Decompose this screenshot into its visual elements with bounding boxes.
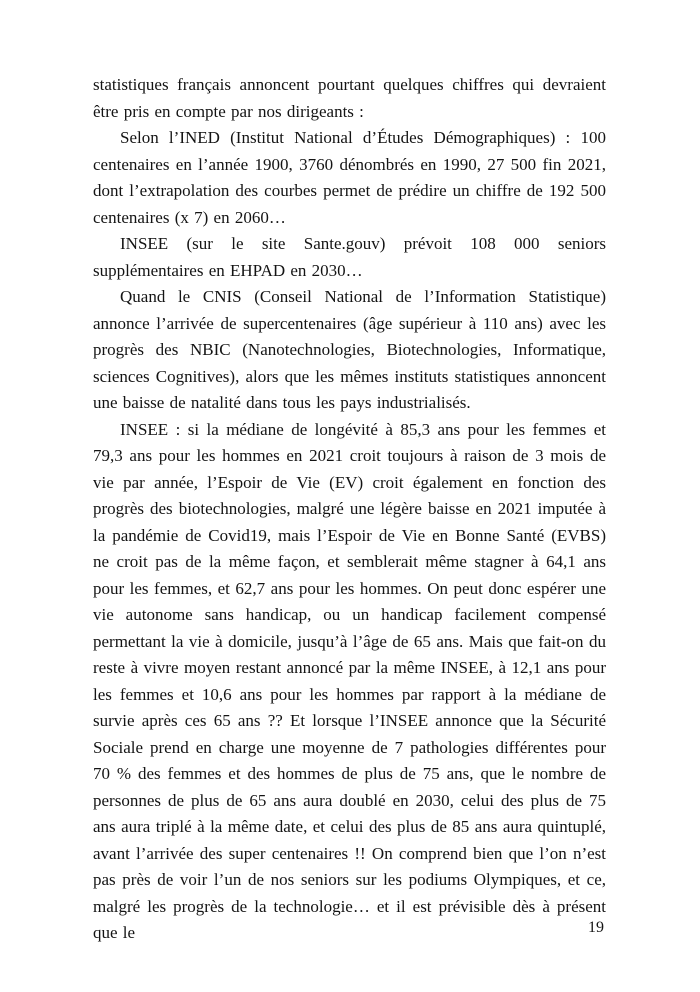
paragraph: statistiques français annoncent pourtant quelques chiffres qui devraient être pris en compte par nos dirigeants :	[93, 75, 606, 121]
page-number: 19	[588, 919, 604, 936]
page-body	[93, 72, 606, 947]
paragraph: Selon l’INED (Institut National d’Études Démographiques) : 100 centenaires en l’année 1900, 3760 dénombrés en 1990, 27 500 fin 2021, dont l’extrapolation des courbes permet de prédire un chiffre de 192 500 centenaires (x 7) en 2060…	[93, 128, 606, 227]
paragraph: INSEE (sur le site Sante.gouv) prévoit 108 000 seniors supplémentaires en EHPAD en 2030…	[93, 234, 606, 280]
paragraph: INSEE : si la médiane de longévité à 85,3 ans pour les femmes et 79,3 ans pour les hommes en 2021 croit toujours à raison de 3 mois de vie par année, l’Espoir de Vie (EV) croit également en fonction des progrès des biotechnologies, malgré une légère baisse en 2021 imputée à la pandémie de Covid19, mais l’Espoir de Vie en Bonne Santé (EVBS) ne croit pas de la même façon, et semblerait même stagner à 64,1 ans pour les femmes, et 62,7 ans pour les hommes. On peut donc espérer une vie autonome sans handicap, ou un handicap facilement compensé permettant la vie à domicile, jusqu’à l’âge de 65 ans. Mais que fait-on du reste à vivre moyen restant annoncé par la même INSEE, à 12,1 ans pour les femmes et 10,6 ans pour les hommes par rapport à la médiane de survie après ces 65 ans ?? Et lorsque l’INSEE annonce que la Sécurité Sociale prend en charge une moyenne de 7 pathologies différentes pour 70 % des femmes et des hommes de plus de 75 ans, que le nombre de personnes de plus de 65 ans aura doublé en 2030, celui des plus de 75 ans aura triplé à la même date, et celui des plus de 85 ans aura quintuplé, avant l’arrivée des super centenaires !! On comprend bien que l’on n’est pas près de voir l’un de nos seniors sur les podiums Olympiques, et ce, malgré les progrès de la technologie… et il est prévisible dès à présent que le	[93, 419, 606, 942]
paragraph: Quand le CNIS (Conseil National de l’Information Statistique) annonce l’arrivée de supercentenaires (âge supérieur à 110 ans) avec les progrès des NBIC (Nanotechnologies, Biotechnologies, Informatique, sciences Cognitives), alors que les mêmes instituts statistiques annoncent une baisse de natalité dans tous les pays industrialisés.	[93, 287, 606, 412]
